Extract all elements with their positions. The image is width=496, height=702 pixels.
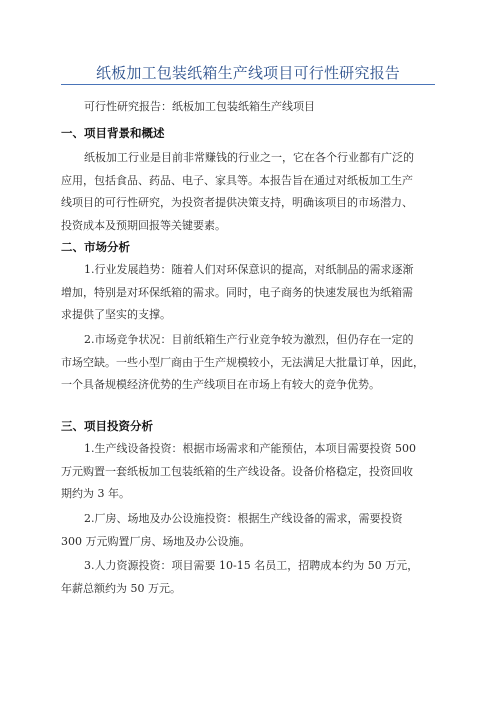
paragraph-line: 期约为 3 年。 bbox=[61, 487, 130, 501]
paragraph-line: 线项目的可行性研究，为投资者提供决策支持，明确该项目的市场潜力、 bbox=[61, 196, 413, 210]
paragraph-line: 2.市场竞争状况：目前纸箱生产行业竞争较为激烈，但仍存在一定的 bbox=[84, 333, 414, 346]
paragraph-line: 1.行业发展趋势：随着人们对环保意识的提高，对纸制品的需求逐渐 bbox=[84, 263, 414, 276]
section-paragraph bbox=[61, 147, 441, 237]
paragraph-line: 市场空缺。一些小型厂商由于生产规模较小，无法满足大批量订单，因此， bbox=[61, 355, 424, 369]
paragraph-line: 投资成本及预期回报等关键要素。 bbox=[61, 218, 226, 232]
paragraph-line: 万元购置一套纸板加工包装纸箱的生产线设备。设备价格稳定，投资回收 bbox=[61, 464, 413, 478]
section-paragraph bbox=[61, 259, 441, 327]
paragraph-line: 300 万元购置厂房、场地及办公设施。 bbox=[61, 534, 251, 548]
section-heading-investment: 三、项目投资分析 bbox=[61, 419, 153, 433]
paragraph-line: 1.生产线设备投资：根据市场需求和产能预估，本项目需要投资 500 bbox=[84, 442, 416, 455]
section-paragraph bbox=[61, 329, 441, 397]
section-paragraph bbox=[61, 555, 441, 600]
section-paragraph bbox=[61, 438, 441, 506]
paragraph-line: 2.厂房、场地及办公设施投资：根据生产线设备的需求，需要投资 bbox=[84, 512, 403, 525]
document-subtitle: 可行性研究报告：纸板加工包装纸箱生产线项目 bbox=[84, 100, 315, 113]
document-title: 纸板加工包装纸箱生产线项目可行性研究报告 bbox=[95, 64, 400, 82]
paragraph-line: 应用，包括食品、药品、电子、家具等。本报告旨在通过对纸板加工生产 bbox=[61, 173, 413, 187]
paragraph-line: 年薪总额约为 50 万元。 bbox=[61, 581, 181, 595]
paragraph-line: 3.人力资源投资：项目需要 10-15 名员工，招聘成本约为 50 万元， bbox=[84, 559, 419, 572]
paragraph-line: 求提供了坚实的支撑。 bbox=[61, 308, 171, 322]
paragraph-line: 一个具备规模经济优势的生产线项目在市场上有较大的竞争优势。 bbox=[61, 378, 380, 392]
paragraph-line: 纸板加工行业是目前非常赚钱的行业之一，它在各个行业都有广泛的 bbox=[84, 151, 414, 164]
section-heading-background: 一、项目背景和概述 bbox=[61, 126, 165, 140]
section-paragraph bbox=[61, 508, 441, 553]
paragraph-line: 增加，特别是对环保纸箱的需求。同时，电子商务的快速发展也为纸箱需 bbox=[61, 285, 413, 299]
section-heading-market: 二、市场分析 bbox=[61, 240, 130, 254]
title-underline bbox=[61, 84, 435, 85]
